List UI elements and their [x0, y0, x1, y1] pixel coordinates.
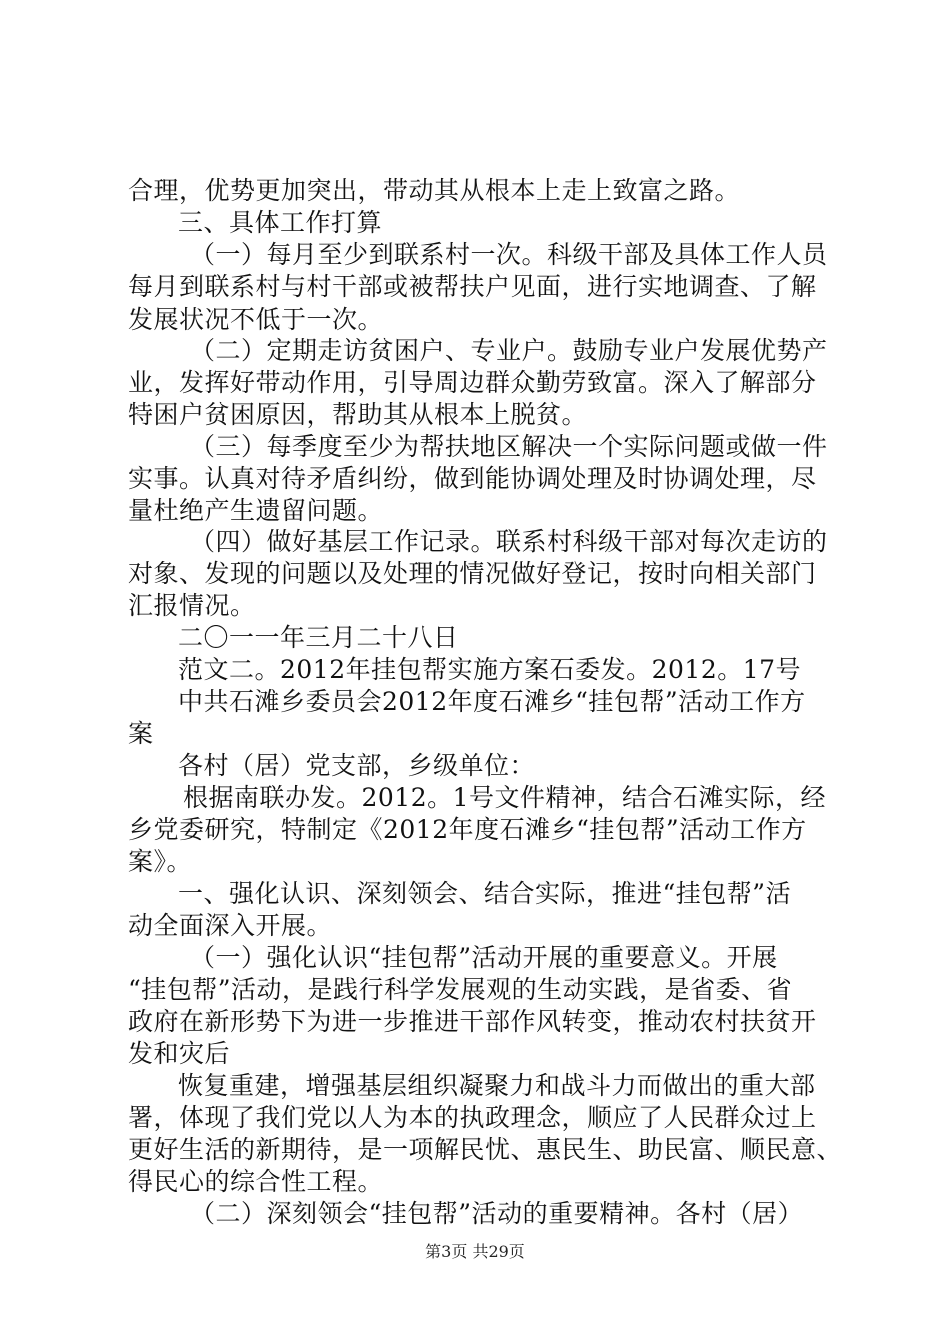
text-line: 发展状况不低于一次。: [128, 305, 384, 334]
text-line: 政府在新形势下为进一步推进干部作风转变，推动农村扶贫开: [128, 1007, 817, 1036]
text-line: 恢复重建，增强基层组织凝聚力和战斗力而做出的重大部: [178, 1071, 816, 1100]
text-line: 实事。认真对待矛盾纠纷，做到能协调处理及时协调处理，尽: [128, 464, 817, 493]
text-line: （二）定期走访贫困户、专业户。鼓励专业户发展优势产: [190, 336, 828, 365]
text-line: 发和灾后: [128, 1039, 231, 1068]
text-line: （四）做好基层工作记录。联系村科级干部对每次走访的: [190, 527, 828, 556]
text-line: 更好生活的新期待，是一项解民忧、惠民生、助民富、顺民意、: [128, 1135, 843, 1164]
text-line: 案: [128, 719, 154, 748]
text-line: 业，发挥好带动作用，引导周边群众勤劳致富。深入了解部分: [128, 368, 817, 397]
text-line: 动全面深入开展。: [128, 911, 333, 940]
text-line: （二）深刻领会“挂包帮”活动的重要精神。各村（居）: [190, 1199, 804, 1228]
text-line: 三、具体工作打算: [178, 208, 383, 237]
text-line: 特困户贫困原因，帮助其从根本上脱贫。: [128, 400, 588, 429]
text-line: 每月到联系村与村干部或被帮扶户见面，进行实地调查、了解: [128, 272, 817, 301]
text-line: 二〇一一年三月二十八日: [178, 623, 459, 652]
text-line: （三）每季度至少为帮扶地区解决一个实际问题或做一件: [190, 432, 828, 461]
text-line: 案》。: [128, 847, 193, 876]
text-line: 汇报情况。: [128, 591, 256, 620]
text-line: 中共石滩乡委员会2012年度石滩乡“挂包帮”活动工作方: [178, 687, 806, 716]
text-line: “挂包帮”活动，是践行科学发展观的生动实践，是省委、省: [128, 975, 793, 1004]
page-footer: 第3页 共29页: [425, 1242, 525, 1261]
text-line: 对象、发现的问题以及处理的情况做好登记，按时向相关部门: [128, 559, 817, 588]
text-line: 合理，优势更加突出，带动其从根本上走上致富之路。: [128, 176, 741, 205]
text-line: 量杜绝产生遗留问题。: [128, 496, 384, 525]
text-line: 得民心的综合性工程。: [128, 1167, 384, 1196]
text-line: 乡党委研究，特制定《2012年度石滩乡“挂包帮”活动工作方: [128, 815, 807, 844]
text-line: 一、强化认识、深刻领会、结合实际，推进“挂包帮”活: [178, 879, 792, 908]
text-line: 各村（居）党支部，乡级单位：: [178, 751, 536, 780]
text-line: 署，体现了我们党以人为本的执政理念，顺应了人民群众过上: [128, 1103, 817, 1132]
text-line: （一）强化认识“挂包帮”活动开展的重要意义。开展: [190, 943, 778, 972]
text-line: （一）每月至少到联系村一次。科级干部及具体工作人员: [190, 240, 828, 269]
text-line: 范文二。2012年挂包帮实施方案石委发。2012。17号: [178, 655, 802, 684]
text-line: 根据南联办发。2012。1号文件精神，结合石滩实际，经: [183, 783, 827, 812]
